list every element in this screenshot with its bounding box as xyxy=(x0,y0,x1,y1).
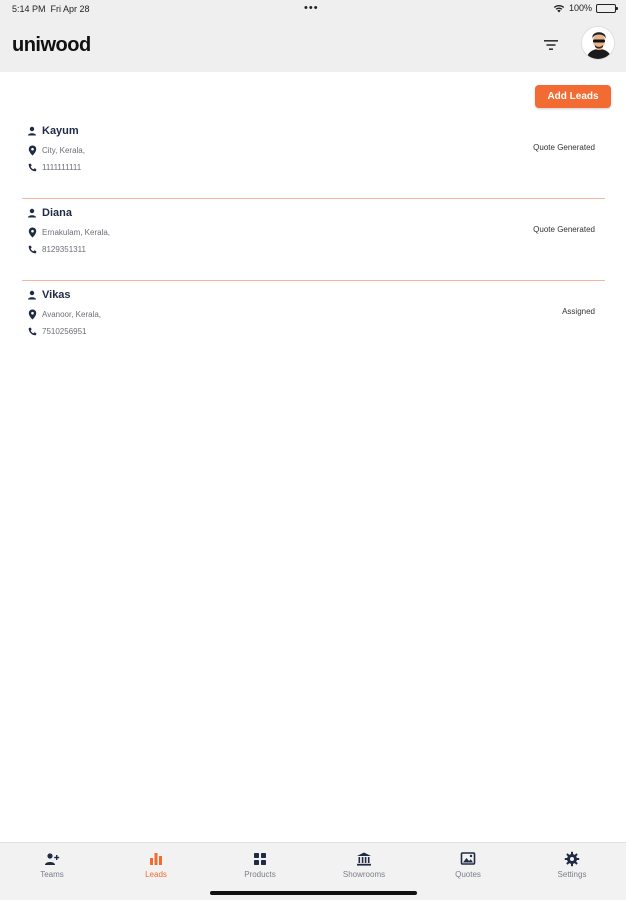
lead-status: Assigned xyxy=(562,307,595,316)
lead-list-item[interactable] xyxy=(22,201,605,281)
person-icon xyxy=(26,125,38,137)
tab-quotes[interactable] xyxy=(416,851,520,887)
tab-label: Quotes xyxy=(455,870,481,879)
tab-label: Leads xyxy=(145,870,167,879)
tab-leads[interactable] xyxy=(104,851,208,887)
app-header xyxy=(0,18,626,72)
team-icon xyxy=(44,851,60,867)
location-pin-icon xyxy=(26,144,38,156)
lead-address: City, Kerala, xyxy=(42,145,85,155)
lead-status: Quote Generated xyxy=(533,143,595,152)
lead-name: Vikas xyxy=(42,289,71,301)
tab-label: Teams xyxy=(40,870,64,879)
tab-label: Settings xyxy=(557,870,587,879)
home-indicator[interactable] xyxy=(210,891,417,895)
lead-list-item[interactable] xyxy=(22,119,605,199)
status-bar xyxy=(0,0,626,18)
multitasking-dots[interactable]: ••• xyxy=(304,2,319,14)
tab-label: Products xyxy=(244,870,276,879)
lead-phone: 8129351311 xyxy=(42,244,86,254)
phone-icon xyxy=(26,161,38,173)
add-leads-button[interactable]: Add Leads xyxy=(535,85,611,108)
person-icon xyxy=(26,207,38,219)
person-icon xyxy=(26,289,38,301)
lead-list-item[interactable] xyxy=(22,283,605,363)
filter-icon[interactable] xyxy=(540,35,562,55)
tab-settings[interactable] xyxy=(520,851,624,887)
tab-showrooms[interactable] xyxy=(312,851,416,887)
grid-icon xyxy=(252,851,268,867)
battery-icon xyxy=(596,4,616,13)
wifi-icon xyxy=(553,4,565,13)
brand-logo: uniwood xyxy=(12,34,91,56)
avatar[interactable] xyxy=(581,26,615,60)
tab-products[interactable] xyxy=(208,851,312,887)
leads-content xyxy=(0,72,626,842)
status-time: 5:14 PM Fri Apr 28 xyxy=(12,4,90,14)
location-pin-icon xyxy=(26,308,38,320)
image-icon xyxy=(460,851,476,867)
tab-teams[interactable] xyxy=(0,851,104,887)
lead-phone: 7510256951 xyxy=(42,326,87,336)
status-date: Fri Apr 28 xyxy=(50,4,90,14)
battery-percent: 100% xyxy=(568,3,592,13)
user-avatar-icon xyxy=(582,27,615,60)
lead-phone: 1111111111 xyxy=(42,162,82,172)
phone-icon xyxy=(26,325,38,337)
phone-icon xyxy=(26,243,38,255)
location-pin-icon xyxy=(26,226,38,238)
lead-address: Avanoor, Kerala, xyxy=(42,309,102,319)
status-right xyxy=(553,3,616,13)
lead-status: Quote Generated xyxy=(533,225,595,234)
lead-address: Ernakulam, Kerala, xyxy=(42,227,111,237)
lead-name: Diana xyxy=(42,207,72,219)
tab-label: Showrooms xyxy=(342,870,386,879)
bar-chart-icon xyxy=(148,851,164,867)
bank-icon xyxy=(356,851,372,867)
lead-name: Kayum xyxy=(42,125,79,137)
gear-icon xyxy=(564,851,580,867)
